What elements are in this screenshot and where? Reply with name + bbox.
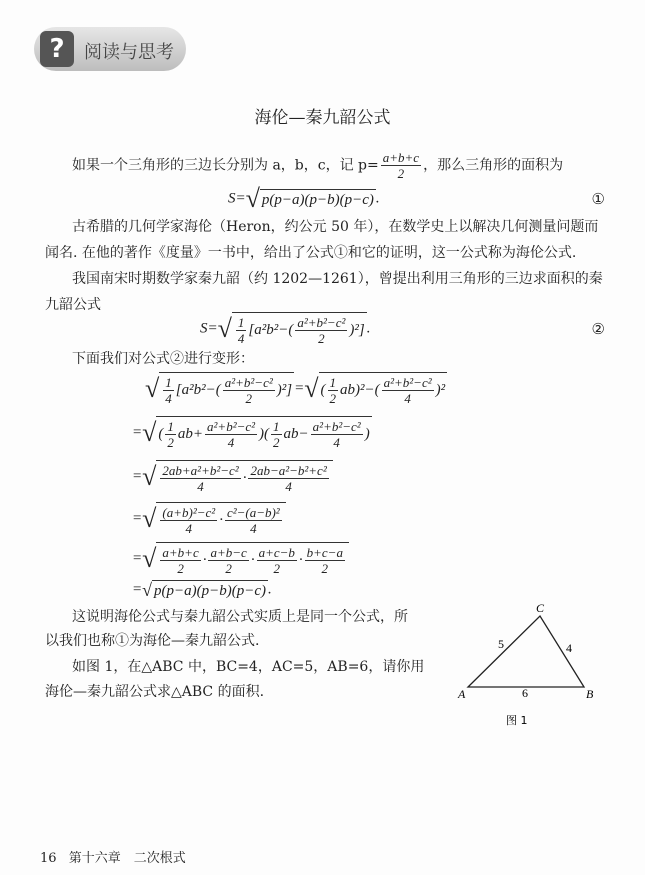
page-number: 16 bbox=[40, 851, 57, 866]
paragraph-6-line-2: 海伦—秦九韶公式求△ABC 的面积. bbox=[45, 684, 265, 700]
badge-text: 阅读与思考 bbox=[84, 42, 174, 63]
side-bc-label: 4 bbox=[566, 641, 572, 655]
reading-thinking-badge bbox=[34, 27, 186, 71]
text: ，那么三角形的面积为 bbox=[423, 157, 564, 174]
derivation-line-1: √ $\frac{1}{4}$ [a²b²−( $\frac{\text{a²+b²−c²}}{2}$ )²] = √ ( $\frac{1}{2}$ ab)²−( $\frac{\text{a²+b²−c²}}{4}$ )² bbox=[145, 374, 446, 406]
side-ab-label: 6 bbox=[522, 686, 528, 700]
question-book-icon: ? bbox=[40, 31, 74, 67]
side-ac-label: 5 bbox=[498, 637, 504, 651]
derivation-line-6: = √ p(p−a)(p−b)(p−c) . bbox=[132, 580, 272, 600]
derivation-line-4: = √ $\frac{\text{(a+b)²−c²}}{4}$ · $\frac{\text{c²−(a−b)²}}{4}$ bbox=[132, 502, 286, 536]
vertex-b-label: B bbox=[586, 687, 594, 701]
paragraph-4: 下面我们对公式②进行变形： bbox=[72, 351, 254, 367]
fraction: $\frac{a+b+c}{2}$ bbox=[382, 150, 420, 181]
formula-label-2: ② bbox=[591, 320, 605, 338]
chapter-title: 第十六章 二次根式 bbox=[68, 851, 186, 866]
derivation-line-3: = √ $\frac{\text{2ab+a²+b²−c²}}{4}$ · $\frac{\text{2ab−a²−b²+c²}}{4}$ bbox=[132, 460, 333, 494]
paragraph-1 bbox=[72, 150, 563, 181]
footer bbox=[40, 847, 186, 866]
formula-2: S= √ $\frac{1}{4}$ [a²b²−( $\frac{\text{a²+b²−c²}}{2}$ )²] . bbox=[200, 314, 371, 346]
derivation-line-5: = √ $\frac{a+b+c}{2}$ · $\frac{a+b-c}{2}$ · $\frac{a+c-b}{2}$ · $\frac{b+c-a}{2}$ bbox=[132, 542, 349, 576]
vertex-a-label: A bbox=[458, 687, 466, 701]
paragraph-2-line-1: 古希腊的几何学家海伦（Heron，约公元 50 年），在数学史上以解决几何测量问题而 bbox=[72, 219, 599, 235]
paragraph-2-line-2: 闻名. 在他的著作《度量》一书中，给出了公式①和它的证明，这一公式称为海伦公式. bbox=[45, 245, 577, 261]
formula-1: S= √ p(p−a)(p−b)(p−c) . bbox=[228, 184, 380, 213]
vertex-c-label: C bbox=[536, 601, 545, 615]
paragraph-5-line-2: 以我们也称①为海伦—秦九韶公式. bbox=[45, 633, 260, 649]
paragraph-3-line-2: 九韶公式 bbox=[45, 297, 101, 313]
figure-caption: 图 1 bbox=[506, 714, 528, 727]
paragraph-5-line-1: 这说明海伦公式与秦九韶公式实质上是同一个公式，所 bbox=[72, 609, 408, 625]
paragraph-3-line-1: 我国南宋时期数学家秦九韶（约 1202—1261），曾提出利用三角形的三边求面积的秦 bbox=[72, 271, 603, 287]
formula-label-1: ① bbox=[591, 190, 605, 208]
paragraph-6-line-1: 如图 1，在△ABC 中，BC=4，AC=5，AB=6，请你用 bbox=[72, 659, 425, 675]
derivation-line-2: = √ ( $\frac{1}{2}$ ab+ $\frac{\text{a²+b²−c²}}{4}$ )( $\frac{1}{2}$ ab− $\frac{\text{a²+b²−c²}}{4}$ ) bbox=[132, 418, 370, 450]
triangle-figure bbox=[450, 600, 610, 735]
page-title: 海伦—秦九韶公式 bbox=[254, 108, 391, 128]
text: 如果一个三角形的三边长分别为 a，b，c，记 p= bbox=[72, 157, 379, 174]
